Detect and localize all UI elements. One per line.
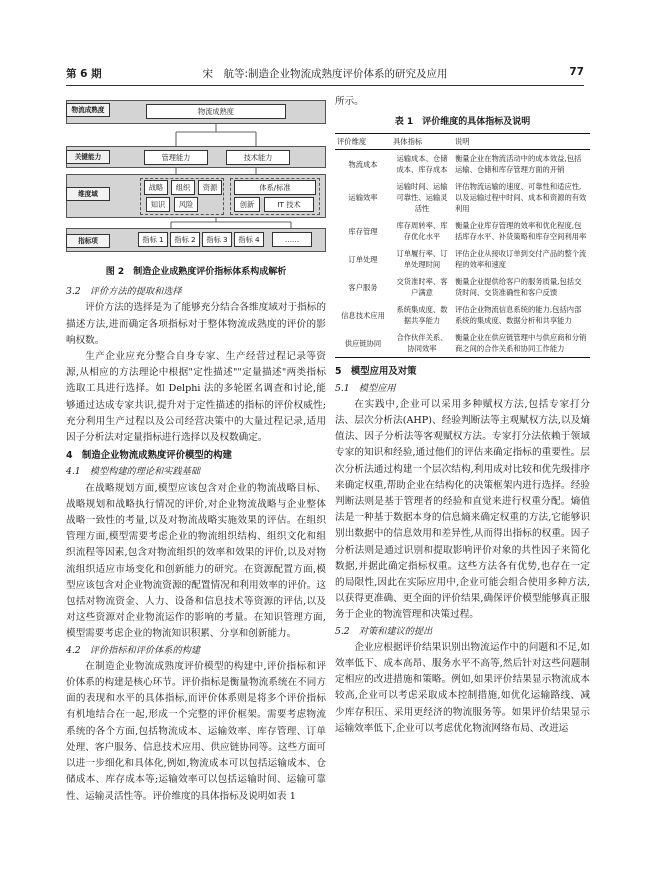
description-cell: 衡量企业在物流活动中的成本效益,包括运输、仓储和库存管理方面的开销 (455, 154, 582, 175)
layer-label-indicator: 指标项 (66, 234, 110, 248)
table-row (335, 217, 590, 245)
indicator-cell: 订单履行率、订单处理时间 (396, 249, 448, 270)
left-column (66, 94, 326, 805)
layer-label-maturity: 物流成熟度 (66, 103, 110, 117)
indicator-cell: 库存周转率、库存优化水平 (396, 221, 448, 242)
table-row (335, 273, 590, 301)
dimension-system-standard: 体系/标准 (234, 180, 316, 195)
description-cell: 评估物流运输的速度、可靠性和适应性,以及运输过程中时间、成本和资源的有效利用 (455, 182, 587, 214)
dimension-risk: 风险 (174, 197, 198, 212)
section-4-2-title: 4.2 评价指标和评价体系的构建 (66, 644, 201, 656)
dimension-cell: 信息技术应用 (341, 310, 385, 320)
description-cell: 评估企业从接收订单到交付产品的整个流程的效率和速度 (455, 249, 587, 270)
table-header-cell: 评价维度 (335, 134, 391, 150)
indicator-3: 指标 3 (202, 232, 232, 247)
figure-caption: 图 2 制造企业成熟度评价指标体系构成解析 (105, 267, 287, 277)
indicator-table (335, 133, 590, 358)
dimension-it: IT 技术 (264, 197, 314, 212)
dimension-organization: 组织 (171, 180, 195, 195)
dimension-cell: 订单处理 (348, 254, 378, 264)
paragraph: 在实践中,企业可以采用多种赋权方法,包括专家打分法、层次分析法(AHP)、经验判断法等主观赋权方法,以及熵值法、因子分析法等客观赋权方法。专家打分法依赖于领域专家的知识和经验,通过他们的评估来确定指标的重要性。层次分析法通过构建一个层次结构,利用成对比较和优先级排序来确定权重,帮助企业在结构化的决策框架内进行选择。经验判断法则是基于管理者的经验和直觉来进行权重分配。熵值法是一种基于数据本身的信息熵来确定权重的方法,它能够识别出数据中的信息效用和差异性,从而得出指标的权重。因子分析法则是通过识别和提取影响评价对象的共性因子来简化数据,并据此确定指标权重。这些方法各有优势,也存在一定的局限性,因此在实际应用中,企业可能会组合使用多种方法,以获得更准确、更全面的评价结果,确保评价模型能够真正服务于企业的物流管理和决策过程。 (335, 398, 590, 621)
section-4-1-title: 4.1 模型构建的理论和实践基础 (66, 466, 201, 478)
indicator-cell: 系统集成度、数据共享能力 (396, 305, 448, 326)
description-cell: 衡量企业提供给客户的服务质量,包括交货时间、交货准确性和客户反馈 (455, 277, 582, 298)
indicator-cell: 运输时间、运输可靠性、运输灵活性 (396, 182, 448, 214)
table-header-cell: 具体指标 (391, 134, 453, 150)
table-header-row (335, 134, 590, 150)
dimension-strategy: 战略 (144, 180, 168, 195)
table-header-cell: 说明 (453, 134, 590, 150)
management-capability-box: 管理能力 (144, 150, 208, 165)
indicator-cell: 合作伙伴关系、协同效率 (391, 329, 453, 358)
paragraph: 生产企业应充分整合自身专家、生产经营过程记录等资源,从相应的方法理论中根据"定性描述""定量描述"两类指标选取工具进行选择。如 Delphi 法的多轮匿名调查和讨论,能够通过达成专家共识,提升对于定性描述的指标的评价权威性;充分利用生产过程以及公司经营决策中的大量过程记录,适用因子分析法对定量指标进行选择以及权数确定。 (66, 351, 326, 444)
section-5-2-title: 5.2 对策和建议的提出 (335, 625, 433, 637)
right-column (335, 94, 590, 737)
layer-label-dimension: 维度域 (66, 187, 110, 201)
dimension-cell: 库存管理 (348, 226, 378, 236)
dimension-cell: 物流成本 (348, 159, 378, 169)
section-5-title: 5 模型应用及对策 (335, 366, 417, 378)
dimension-cell: 供应链协同 (335, 329, 391, 358)
technical-capability-box: 技术能力 (226, 150, 290, 165)
running-title: 宋 航等:制造企业物流成熟度评价体系的研究及应用 (202, 68, 448, 80)
section-4-title: 4 制造企业物流成熟度评价模型的构建 (66, 450, 232, 462)
table-row (335, 150, 590, 179)
indicator-cell: 运输成本、仓储成本、库存成本 (396, 154, 448, 175)
table-row (335, 301, 590, 329)
dimension-resource: 资源 (198, 180, 222, 195)
description-cell: 衡量企业库存管理的效率和优化程度,包括库存水平、补货策略和库存空间利用率 (455, 221, 587, 242)
table-row (335, 178, 590, 217)
section-3-2-title: 3.2 评价方法的提取和选择 (66, 286, 182, 298)
indicator-4: 指标 4 (234, 232, 264, 247)
description-cell: 评估企业物流信息系统的能力,包括内部系统的集成度、数据分析和共享能力 (455, 305, 582, 326)
running-header (66, 66, 584, 86)
paragraph-continuation: 所示。 (335, 96, 364, 107)
dimension-cell: 客户服务 (348, 282, 378, 292)
dimension-innovation: 创新 (234, 197, 260, 212)
indicator-2: 指标 2 (170, 232, 200, 247)
dimension-knowledge: 知识 (146, 197, 170, 212)
paragraph: 评价方法的选择是为了能够充分结合各维度域对于指标的描述方法,进而确定各项指标对于整体物流成熟度的评价的影响权数。 (66, 302, 326, 346)
indicator-more: …… (272, 232, 312, 247)
dimension-cell: 运输效率 (348, 193, 378, 203)
figure-2 (66, 94, 326, 258)
issue-number: 第 6 期 (66, 68, 102, 80)
section-5-1-title: 5.1 模型应用 (335, 382, 396, 394)
indicator-1: 指标 1 (138, 232, 168, 247)
paragraph: 在制造企业物流成熟度评价模型的构建中,评价指标和评价体系的构建是核心环节。评价指标是衡量物流系统在不同方面的表现和水平的具体指标,而评价体系则是将多个评价指标有机地结合在一起,形成一个完整的评价框架。需要考虑物流系统的各个方面,包括物流成本、运输效率、库存管理、订单处理、客户服务、信息技术应用、供应链协同等。这些方面可以进一步细化和具体化,例如,物流成本可以包括运输成本、仓储成本、库存成本等;运输效率可以包括运输时间、运输可靠性、运输灵活性等。评价维度的具体指标及说明如表 1 (66, 660, 326, 802)
table-caption: 表 1 评价维度的具体指标及说明 (394, 117, 531, 128)
description-cell: 衡量企业在供应链管理中与供应商和分销商之间的合作关系和协同工作能力 (453, 329, 590, 358)
paragraph: 在战略规划方面,模型应该包含对企业的物流战略目标、战略规划和战略执行情况的评价,对企业物流战略与企业整体战略一致性的考量,以及对物流战略实施效果的评估。在组织管理方面,模型需要考虑企业的物流组织结构、组织文化和组织流程等因素,包含对物流组织的效率和效果的评价,以及对物流组织适应市场变化和创新能力的研究。在资源配置方面,模型应该包含对企业物流资源的配置情况和利用效率的评价。这包括对物流资金、人力、设备和信息技术等资源的评估,以及对这些资源对企业物流运作的影响的考量。在知识管理方面,模型需要考虑企业的物流知识积累、分享和创新能力。 (66, 482, 326, 640)
table-row (335, 245, 590, 273)
table-row (335, 329, 590, 358)
maturity-box: 物流成熟度 (146, 104, 286, 119)
layer-label-capability: 关键能力 (66, 150, 110, 164)
indicator-cell: 交货准时率、客户满意 (396, 277, 448, 298)
paragraph: 企业应根据评价结果识别出物流运作中的问题和不足,如效率低下、成本高昂、服务水平不高等,然后针对这些问题制定相应的改进措施和策略。例如,如果评价结果显示物流成本较高,企业可以考虑采取成本控制措施,如优化运输路线、减少库存积压、采用更经济的物流服务等。如果评价结果显示运输效率低下,企业可以考虑优化物流网络布局、改进运 (335, 641, 590, 734)
page-number: 77 (569, 66, 584, 78)
